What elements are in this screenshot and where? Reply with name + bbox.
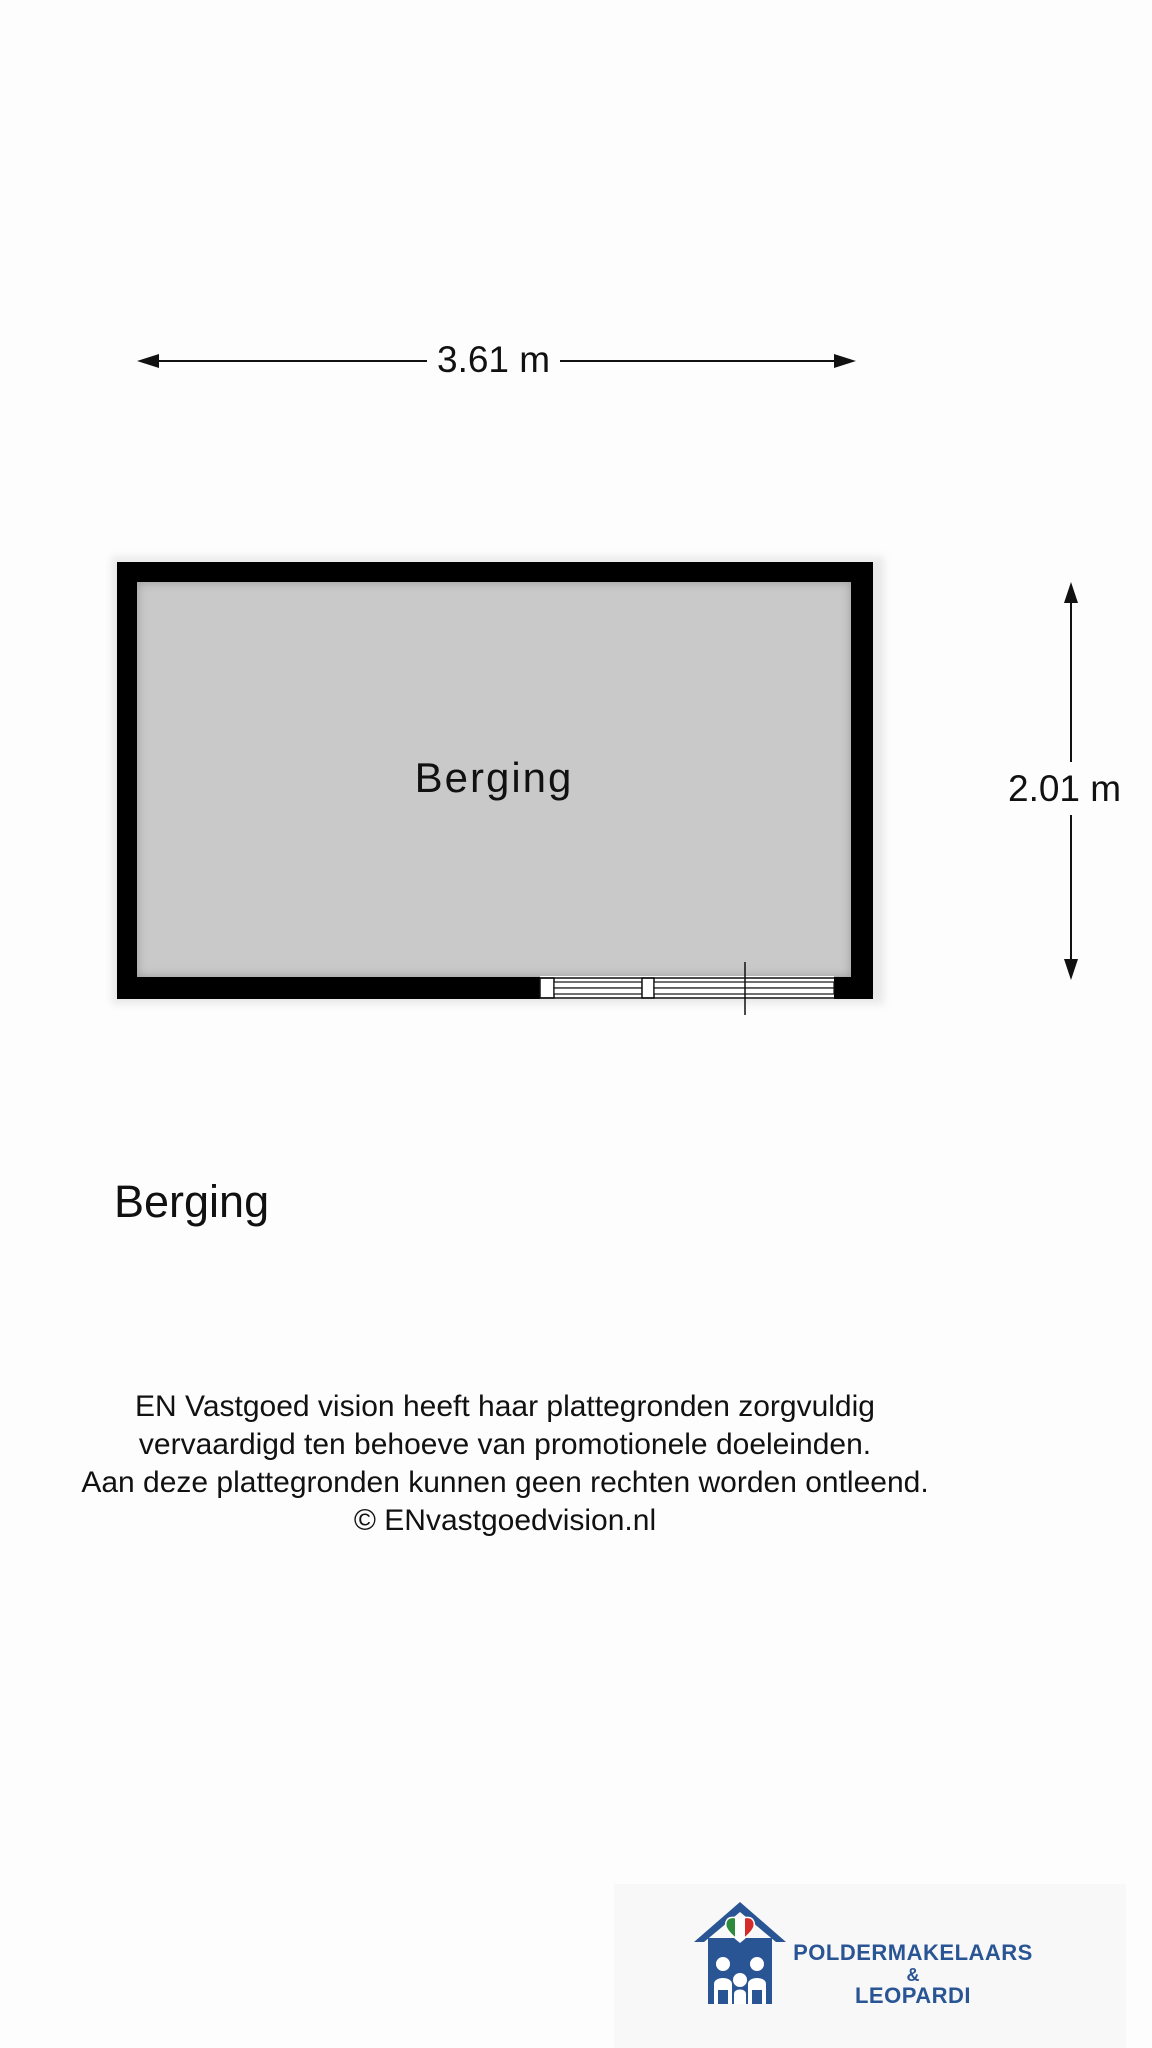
door-panel-1	[554, 982, 642, 988]
door-mullion	[642, 978, 654, 998]
logo-wordmark	[788, 1942, 1038, 2007]
door-panel-1b	[554, 988, 642, 994]
width-dimension-label: 3.61 m	[427, 341, 560, 378]
door-frame-left	[540, 978, 554, 998]
door-panel-2b	[654, 988, 834, 994]
copyright-line: © ENvastgoedvision.nl	[353, 1504, 657, 1537]
logo-line-3: LEOPARDI	[854, 1983, 972, 2008]
room-label: Berging	[414, 754, 574, 801]
disclaimer-line: EN Vastgoed vision heeft haar plattegronden zorgvuldig	[135, 1390, 875, 1423]
house-logo-icon	[690, 1898, 790, 2010]
logo-line-2: &	[906, 1965, 920, 1985]
logo-line-1: POLDERMAKELAARS	[793, 1940, 1033, 1965]
floor-title: Berging	[114, 1176, 270, 1227]
disclaimer	[0, 1388, 1010, 1540]
disclaimer-line: vervaardigd ten behoeve van promotionele doeleinden.	[138, 1428, 872, 1461]
door-panel-2	[654, 982, 834, 988]
height-dimension-label: 2.01 m	[1008, 762, 1121, 815]
disclaimer-line: Aan deze plattegronden kunnen geen rechten worden ontleend.	[81, 1466, 929, 1499]
